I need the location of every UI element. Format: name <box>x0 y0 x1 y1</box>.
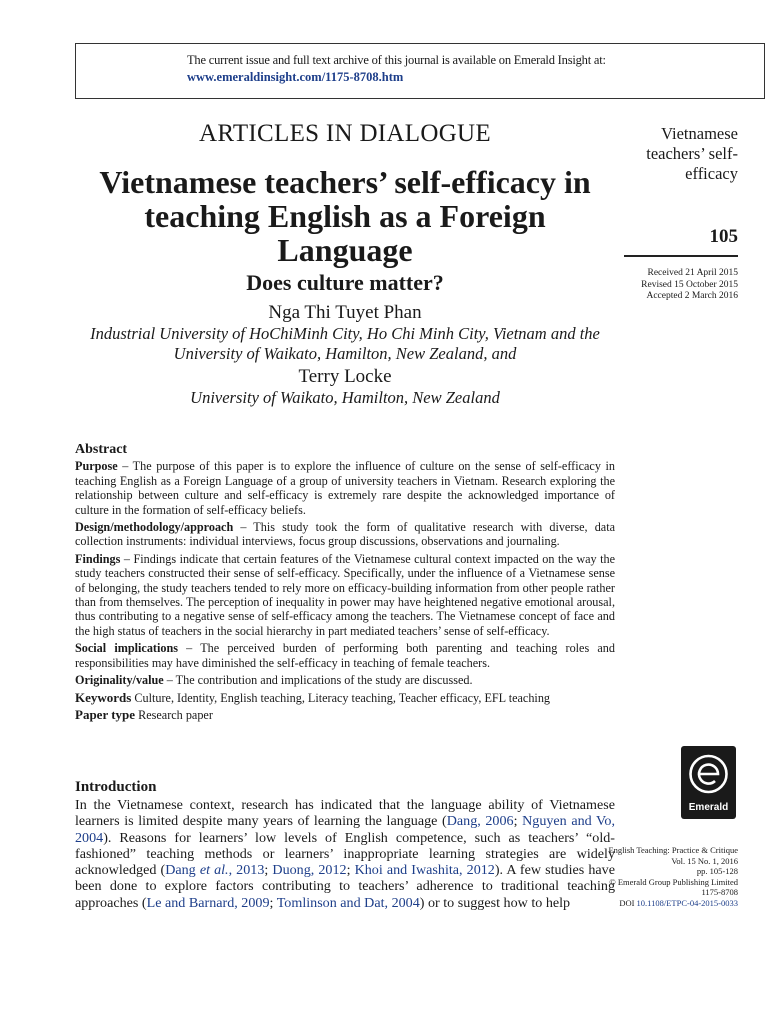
doi-link[interactable]: 10.1108/ETPC-04-2015-0033 <box>636 897 738 908</box>
intro-text: ). A few studies have been done to explore factors contributing to teachers’ adherence to traditional teaching approaches ( <box>75 862 615 911</box>
purpose-label: Purpose <box>75 459 118 474</box>
abstract-findings <box>75 552 615 638</box>
social-text: – The perceived burden of performing both parenting and teaching roles and responsibilities may have diminished the self-efficacy in teaching of female teachers. <box>75 641 615 670</box>
citation-year: , 2013 <box>228 862 265 879</box>
paper-type-text: Research paper <box>135 707 213 722</box>
revised-date: Revised 15 October 2015 <box>641 279 738 290</box>
archive-banner <box>75 43 765 99</box>
citation-link[interactable]: Dang, 2006 <box>446 813 514 830</box>
findings-text: – Findings indicate that certain features of the Vietnamese cultural context impacted on the way the study teachers constructed their sense of self-efficacy. Specifically, under the influence of a Vietnamese sense of belonging, the study teachers tended to rely more on efficacy-building information from other people rather than from themselves. The perception of inequality in power may have heightened negative emotional arousal, thus contributing to a negative sense of self-efficacy among the teachers. The Vietnamese concept of face and the high status of teachers in the social hierarchy in part mediated teachers’ sense of self-efficacy. <box>75 551 615 638</box>
journal-url-link[interactable]: www.emeraldinsight.com/1175-8708.htm <box>187 70 404 84</box>
abstract-keywords <box>75 691 615 705</box>
doi-line <box>598 898 738 909</box>
intro-text: ; <box>264 862 273 879</box>
section-heading: ARTICLES IN DIALOGUE <box>199 120 491 147</box>
citation-link[interactable] <box>165 862 264 878</box>
doi-label: DOI <box>619 897 635 908</box>
intro-text: ; <box>513 813 523 830</box>
abstract <box>75 443 615 725</box>
citation-etal: et al. <box>199 862 229 879</box>
abstract-paper-type <box>75 708 615 722</box>
abstract-heading: Abstract <box>75 442 128 457</box>
article-subtitle: Does culture matter? <box>246 270 444 295</box>
intro-paragraph <box>75 797 615 911</box>
citation-link[interactable]: Nguyen and Vo, 2004 <box>75 813 615 846</box>
publisher-logo <box>681 746 736 819</box>
received-date: Received 21 April 2015 <box>647 268 738 278</box>
page-number: 105 <box>709 226 738 247</box>
running-title: Vietnamese teachers’ self-efficacy <box>646 124 738 183</box>
originality-label: Originality/value <box>75 673 164 688</box>
author-affiliation: Industrial University of HoChiMinh City, Ho Chi Minh City, Vietnam and the University of Waikato, Hamilton, New Zealand, and <box>90 324 600 363</box>
journal-name: English Teaching: Practice & Critique <box>608 845 738 855</box>
accepted-date: Accepted 2 March 2016 <box>646 291 738 301</box>
side-divider <box>624 255 738 257</box>
purpose-text: – The purpose of this paper is to explore the influence of culture on the sense of self-efficacy in teaching English as a Foreign Language of a group of university teachers in Vietnam. Research exploring the relationship between culture and self-efficacy is extremely rare despite the acknowledged importance of culture in the formation of self-efficacy beliefs. <box>75 459 615 517</box>
citation-link[interactable]: Tomlinson and Dat, 2004 <box>276 894 420 911</box>
journal-volume: Vol. 15 No. 1, 2016 <box>671 855 738 866</box>
article-dates <box>588 268 738 303</box>
keywords-label: Keywords <box>75 689 132 705</box>
author-affiliation: University of Waikato, Hamilton, New Zealand <box>190 388 500 407</box>
article-title: Vietnamese teachers’ self-efficacy in teaching English as a Foreign Language <box>99 164 591 268</box>
abstract-social <box>75 641 615 670</box>
emerald-logo-icon <box>688 752 729 796</box>
abstract-purpose <box>75 459 615 517</box>
intro-body <box>75 797 615 911</box>
intro-heading: Introduction <box>75 779 157 795</box>
design-text: – This study took the form of qualitative research with diverse, data collection instruments: individual interviews, focus group discussions, observations and journaling. <box>75 520 615 549</box>
originality-text: – The contribution and implications of the study are discussed. <box>163 673 473 688</box>
findings-label: Findings <box>75 551 121 566</box>
citation-link[interactable]: Le and Barnard, 2009 <box>146 894 270 911</box>
journal-info <box>598 845 738 909</box>
abstract-originality <box>75 673 615 687</box>
citation-author: Dang <box>165 862 200 879</box>
design-label: Design/methodology/approach <box>75 520 234 535</box>
issn: 1175-8708 <box>701 887 738 898</box>
intro-text: ) or to suggest how to help <box>419 894 571 911</box>
citation-link[interactable]: Duong, 2012 <box>272 862 347 879</box>
archive-notice: The current issue and full text archive of this journal is available on Emerald Insight at: <box>187 53 606 67</box>
intro-text: ). Reasons for learners’ low levels of English competence, such as teachers’ “old-fashioned” teaching methods or learners’ inappropriate learning strategies are widely acknowledged ( <box>75 829 615 879</box>
journal-pages: pp. 105-128 <box>696 866 738 877</box>
paper-type-label: Paper type <box>75 706 136 722</box>
copyright: © Emerald Group Publishing Limited <box>609 876 738 887</box>
social-label: Social implications <box>75 641 178 656</box>
logo-wordmark: Emerald <box>688 802 729 813</box>
intro-text: In the Vietnamese context, research has indicated that the language ability of Vietnamese learners is limited despite many years of learning the language ( <box>75 797 615 830</box>
keywords-text: Culture, Identity, English teaching, Literacy teaching, Teacher efficacy, EFL teaching <box>131 690 550 705</box>
citation-link[interactable]: Khoi and Iwashita, 2012 <box>354 862 495 879</box>
intro-text: ; <box>269 894 277 911</box>
abstract-design <box>75 520 615 549</box>
author-name: Nga Thi Tuyet Phan <box>268 302 422 323</box>
intro-text: ; <box>346 862 355 879</box>
author-name: Terry Locke <box>298 366 392 387</box>
